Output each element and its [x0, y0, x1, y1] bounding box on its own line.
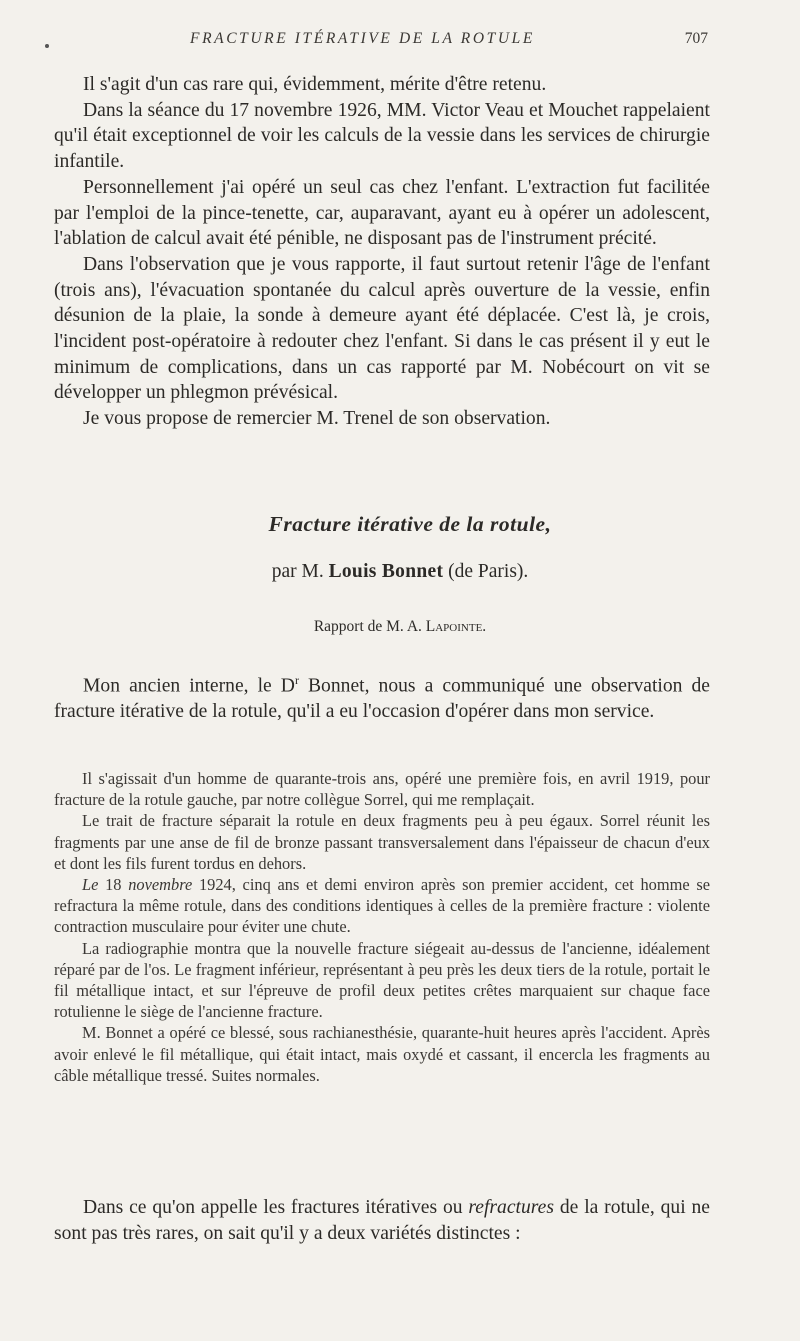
observation-section	[54, 768, 710, 1086]
lead-text-start: Mon ancien interne, le D	[83, 675, 295, 697]
byline-suffix: (de Paris).	[448, 561, 529, 582]
observation-paragraph: Il s'agissait d'un homme de quarante-trois ans, opéré une première fois, en avril 1919, pour fracture de la rotule gauche, par notre collègue Sorrel, qui me remplaçait.	[54, 769, 710, 810]
lead-superscript: r	[294, 673, 299, 687]
date-day: 18	[98, 875, 129, 895]
date-italic-month: novembre	[128, 875, 193, 895]
intro-paragraph: Personnellement j'ai opéré un seul cas chez l'enfant. L'extraction fut facilitée par l'emploi de la pince-tenette, car, auparavant, ayant eu à opérer un adolescent, l'ablation de calcul avait été pénible, ne disposant pas de l'instrument précité.	[54, 176, 710, 250]
observation-paragraph: Le trait de fracture séparait la rotule en deux fragments peu à peu égaux. Sorrel réunit les fragments par une anse de fil de bronze passant transversalement dans l'épaisseur de chacun d'eux et dont les fils furent tordus en dehors.	[54, 811, 710, 873]
intro-paragraph: Dans la séance du 17 novembre 1926, MM. Victor Veau et Mouchet rappelaient qu'il était exceptionnel de voir les calculs de la vessie dans les services de chirurgie infantile.	[54, 99, 710, 173]
intro-section	[54, 72, 710, 432]
margin-dot	[45, 44, 49, 48]
closing-italic: refractures	[468, 1197, 555, 1218]
observation-text: 1924, cinq ans et demi environ après son premier accident, cet homme se refractura la même rotule, dans des conditions identiques à celles de la première fracture : violente contraction musculaire pour éviter une chute.	[54, 875, 710, 937]
report-line	[0, 618, 800, 636]
observation-paragraph	[54, 874, 710, 938]
observation-paragraph: La radiographie montra que la nouvelle fracture siégeait au-dessus de l'ancienne, idéalement réparé par de l'os. Le fragment inférieur, représentant à peu près les deux tiers de la rotule, portait le fil métallique intact, et sur l'épreuve de profil deux petites crêtes marquaient sur chaque face rotulienne le siège de l'ancienne fracture.	[54, 938, 710, 1022]
intro-paragraph: Il s'agit d'un cas rare qui, évidemment, mérite d'être retenu.	[83, 74, 547, 95]
date-italic-le: Le	[82, 875, 99, 895]
article-title: Fracture itérative de la rotule,	[268, 512, 552, 536]
lead-paragraph	[54, 668, 710, 725]
byline-prefix: par M.	[271, 561, 324, 582]
lead-text-end: Bonnet, nous a communiqué une observation de fracture itérative de la rotule, qu'il a eu l'occasion d'opérer dans mon service.	[54, 675, 710, 723]
page-number: 707	[684, 30, 708, 47]
closing-text-end: de la rotule, qui ne sont pas très rares, on sait qu'il y a deux variétés distinctes :	[54, 1197, 710, 1244]
article-byline	[0, 561, 800, 583]
closing-text-start: Dans ce qu'on appelle les fractures itératives ou	[83, 1197, 469, 1218]
running-header	[0, 30, 800, 52]
author-name: Louis Bonnet	[328, 561, 444, 582]
running-title: FRACTURE ITÉRATIVE DE LA ROTULE	[190, 30, 535, 47]
reporter-name: Lapointe.	[425, 618, 487, 635]
closing-paragraph	[54, 1195, 710, 1246]
observation-paragraph: M. Bonnet a opéré ce blessé, sous rachianesthésie, quarante-huit heures après l'accident. Après avoir enlevé le fil métallique, qui était intact, mais oxydé et cassant, il encercla les fragments au câble métallique tressé. Suites normales.	[54, 1023, 710, 1085]
intro-paragraph: Je vous propose de remercier M. Trenel de son observation.	[83, 408, 551, 430]
closing-section	[54, 1195, 710, 1246]
lead-section	[54, 668, 710, 725]
intro-paragraph: Dans l'observation que je vous rapporte, il faut surtout retenir l'âge de l'enfant (trois ans), l'évacuation spontanée du calcul après ouverture de la vessie, enfin désunion de la plaie, la sonde à demeure ayant été déplacée. C'est là, je crois, l'incident post-opératoire à redouter chez l'enfant. Si dans le cas présent il y eut le minimum de complications, dans un cas rapporté par M. Nobécourt on vit se développer un phlegmon prévésical.	[54, 253, 710, 404]
report-prefix: Rapport de M. A.	[313, 618, 422, 635]
